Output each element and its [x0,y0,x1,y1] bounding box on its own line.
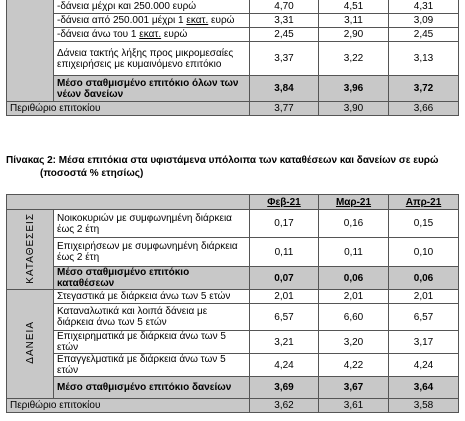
average-row [7,76,459,102]
value-cell: 0,06 [319,267,389,290]
header-blank [7,195,250,210]
value-cell: 3,69 [250,377,319,399]
value-cell: 3,31 [250,14,319,28]
row-label: Μέσο σταθμισμένο επιτόκιο καταθέσεων [54,267,250,290]
rates-table-1 [6,0,459,116]
value-cell: 3,77 [250,102,319,116]
value-cell: 4,51 [319,0,389,14]
label-underlined: εκατ. [139,29,162,40]
header-row [7,195,459,210]
value-cell: 4,24 [250,354,319,377]
table-row [7,210,459,238]
row-label: Στεγαστικά με διάρκεια άνω των 5 ετών [54,290,250,304]
label-text: -δάνεια άνω του 1 [57,29,140,40]
table-row [7,0,459,14]
table-row [7,354,459,377]
value-cell: 2,01 [319,290,389,304]
value-cell: 3,61 [319,399,389,413]
value-cell: 4,24 [389,354,459,377]
value-cell: 4,70 [250,0,319,14]
row-label: Μέσο σταθμισμένο επιτόκιο όλων των νέων δανείων [54,76,250,102]
average-row [7,377,459,399]
value-cell: 2,01 [250,290,319,304]
margin-row [7,102,459,116]
value-cell: 4,31 [389,0,459,14]
value-cell: 2,01 [389,290,459,304]
value-cell: 3,90 [319,102,389,116]
loans-side-label [7,290,54,399]
row-label: Περιθώριο επιτοκίου [7,399,250,413]
deposits-side-label [7,210,54,290]
row-label: Καταναλωτικά και λοιπά δάνεια με διάρκεια άνω των 5 ετών [54,304,250,331]
table-row [7,28,459,42]
value-cell: 3,64 [389,377,459,399]
column-header [389,195,459,210]
label-text: ευρώ [208,15,235,26]
value-cell: 3,37 [250,42,319,76]
value-cell: 3,11 [319,14,389,28]
side-label-text: ΚΑΤΑΘΕΣΕΙΣ [24,212,36,284]
value-cell: 0,11 [250,238,319,267]
value-cell: 2,45 [250,28,319,42]
column-header [250,195,319,210]
table-row [7,238,459,267]
value-cell: 0,15 [389,210,459,238]
header-text: Απρ-21 [405,196,442,208]
value-cell: 0,07 [250,267,319,290]
value-cell: 3,84 [250,76,319,102]
column-header [319,195,389,210]
header-text: Φεβ-21 [267,196,301,208]
table-row [7,14,459,28]
value-cell: 3,17 [389,331,459,354]
label-text: -δάνεια από 250.001 μέχρι 1 [57,15,187,26]
value-cell: 4,22 [319,354,389,377]
caption-subtitle: (ποσοστά % ετησίως) [40,168,144,179]
row-label [54,14,250,28]
value-cell: 3,13 [389,42,459,76]
value-cell: 3,22 [319,42,389,76]
average-row [7,267,459,290]
value-cell: 2,90 [319,28,389,42]
row-label: Επιχειρήσεων με συμφωνημένη διάρκεια έως 2 έτη [54,238,250,267]
value-cell: 3,72 [389,76,459,102]
value-cell: 3,09 [389,14,459,28]
rates-table-2 [6,194,459,413]
value-cell: 3,67 [319,377,389,399]
value-cell: 3,21 [250,331,319,354]
table-row [7,331,459,354]
header-text: Μαρ-21 [335,196,372,208]
value-cell: 0,16 [319,210,389,238]
row-label: Μέσο σταθμισμένο επιτόκιο δανείων [54,377,250,399]
value-cell: 2,45 [389,28,459,42]
side-cell [7,0,54,102]
value-cell: 6,60 [319,304,389,331]
value-cell: 6,57 [250,304,319,331]
value-cell: 6,57 [389,304,459,331]
margin-row [7,399,459,413]
row-label: -δάνεια μέχρι και 250.000 ευρώ [54,0,250,14]
value-cell: 0,06 [389,267,459,290]
label-underlined: εκατ. [186,15,209,26]
row-label: Επιχειρηματικά με διάρκεια άνω των 5 ετών [54,331,250,354]
row-label: Περιθώριο επιτοκίου [7,102,250,116]
value-cell: 0,17 [250,210,319,238]
row-label: Δάνεια τακτής λήξης προς μικρομεσαίες επιχειρήσεις με κυμαινόμενο επιτόκιο [54,42,250,76]
table-caption [6,154,464,180]
table-row [7,42,459,76]
value-cell: 3,96 [319,76,389,102]
caption-title: Πίνακας 2: Μέσα επιτόκια στα υφιστάμενα υπόλοιπα των καταθέσεων και δανείων σε ευρώ [6,155,439,166]
value-cell: 3,58 [389,399,459,413]
value-cell: 3,20 [319,331,389,354]
row-label: Νοικοκυριών με συμφωνημένη διάρκεια έως 2 έτη [54,210,250,238]
side-label-text: ΔΑΝΕΙΑ [24,321,36,364]
value-cell: 3,62 [250,399,319,413]
value-cell: 3,66 [389,102,459,116]
value-cell: 0,10 [389,238,459,267]
value-cell: 0,11 [319,238,389,267]
row-label: Επαγγελματικά με διάρκεια άνω των 5 ετών [54,354,250,377]
table-row [7,290,459,304]
row-label [54,28,250,42]
table-row [7,304,459,331]
label-text: ευρώ [161,29,188,40]
